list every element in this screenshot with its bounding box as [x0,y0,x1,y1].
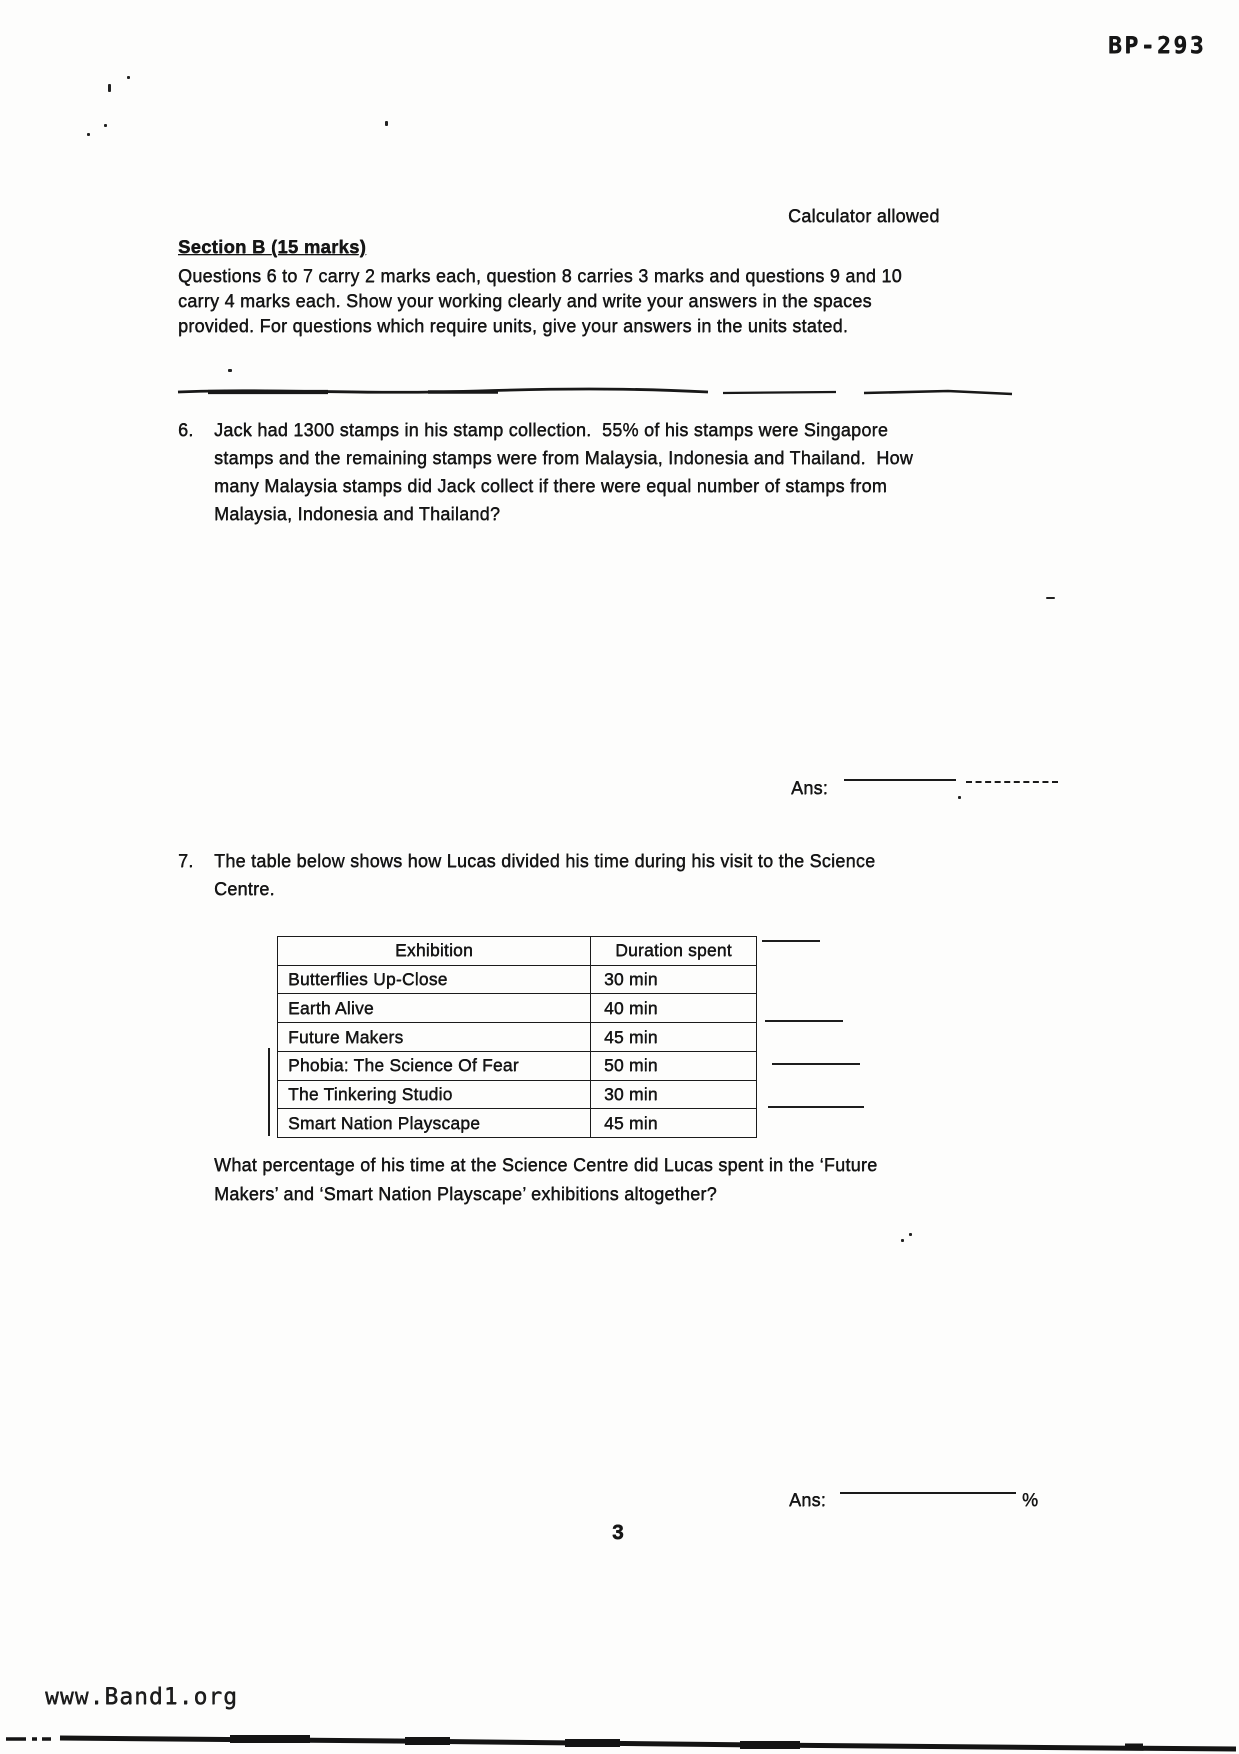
scan-speck [87,133,90,136]
scan-speck [901,1239,904,1242]
duration-cell: 45 min [604,1026,658,1047]
scan-speck [385,121,388,126]
table-row [278,994,756,1023]
scan-speck [127,76,130,79]
table-header-duration: Duration spent [615,940,732,961]
q7-answer-label: Ans: [789,1490,827,1510]
scan-speck [958,796,961,799]
question-6-line: Jack had 1300 stamps in his stamp collection. 55% of his stamps were Singapore [214,420,889,440]
duration-cell: 40 min [604,997,658,1018]
answer-blank-line [966,781,1058,783]
scan-streak [762,940,820,942]
scan-edge-bar [0,1730,1239,1754]
duration-cell: 50 min [604,1055,658,1076]
exhibition-cell: Phobia: The Science Of Fear [278,1052,591,1080]
duration-cell: 30 min [604,969,658,990]
table-header-row [278,937,756,966]
duration-table [277,936,757,1138]
question-7-line: Makers’ and ‘Smart Nation Playscape’ exhibitions altogether? [214,1184,717,1204]
table-row [278,1023,756,1052]
question-7-line: What percentage of his time at the Science Centre did Lucas spent in the ‘Future [214,1155,878,1175]
page-number: 3 [612,1521,624,1544]
question-6-line: Malaysia, Indonesia and Thailand? [214,504,501,524]
scan-speck [909,1233,912,1236]
question-7-intro-line: The table below shows how Lucas divided his time during his visit to the Science [214,851,876,871]
exhibition-cell: Smart Nation Playscape [278,1109,591,1137]
exhibition-cell: Earth Alive [278,994,591,1022]
scan-speck [1046,597,1055,599]
table-row [278,966,756,995]
answer-blank-line [844,779,956,781]
table-row [278,1081,756,1110]
question-7-number: 7. [178,851,194,871]
scan-streak [768,1106,864,1108]
table-header-exhibition: Exhibition [278,937,591,965]
scan-speck [228,369,232,372]
table-row [278,1109,756,1137]
scan-speck [104,124,107,127]
exhibition-cell: Future Makers [278,1023,591,1051]
separator-line [148,384,1018,402]
duration-cell: 45 min [604,1112,658,1133]
scan-streak [765,1020,843,1022]
calculator-note: Calculator allowed [788,206,940,226]
scan-speck [108,84,111,92]
question-6-line: many Malaysia stamps did Jack collect if there were equal number of stamps from [214,476,888,496]
section-heading: Section B (15 marks) [178,236,367,257]
section-instructions-line: carry 4 marks each. Show your working clearly and write your answers in the spaces [178,291,872,311]
table-row [278,1052,756,1081]
exhibition-cell: Butterflies Up-Close [278,966,591,994]
question-6-number: 6. [178,420,194,440]
watermark: www.Band1.org [45,1684,239,1710]
question-7-intro-line: Centre. [214,879,275,899]
section-instructions-line: provided. For questions which require units, give your answers in the units stated. [178,316,849,336]
exhibition-cell: The Tinkering Studio [278,1081,591,1109]
page-code: BP-293 [1108,33,1207,59]
scan-streak [268,1048,270,1136]
section-instructions-line: Questions 6 to 7 carry 2 marks each, question 8 carries 3 marks and questions 9 and 10 [178,266,902,286]
question-6-line: stamps and the remaining stamps were from Malaysia, Indonesia and Thailand. How [214,448,914,468]
answer-blank-line [840,1492,1016,1494]
q6-answer-label: Ans: [791,778,829,798]
q7-answer-unit: % [1022,1490,1039,1510]
scan-streak [772,1063,860,1065]
duration-cell: 30 min [604,1083,658,1104]
